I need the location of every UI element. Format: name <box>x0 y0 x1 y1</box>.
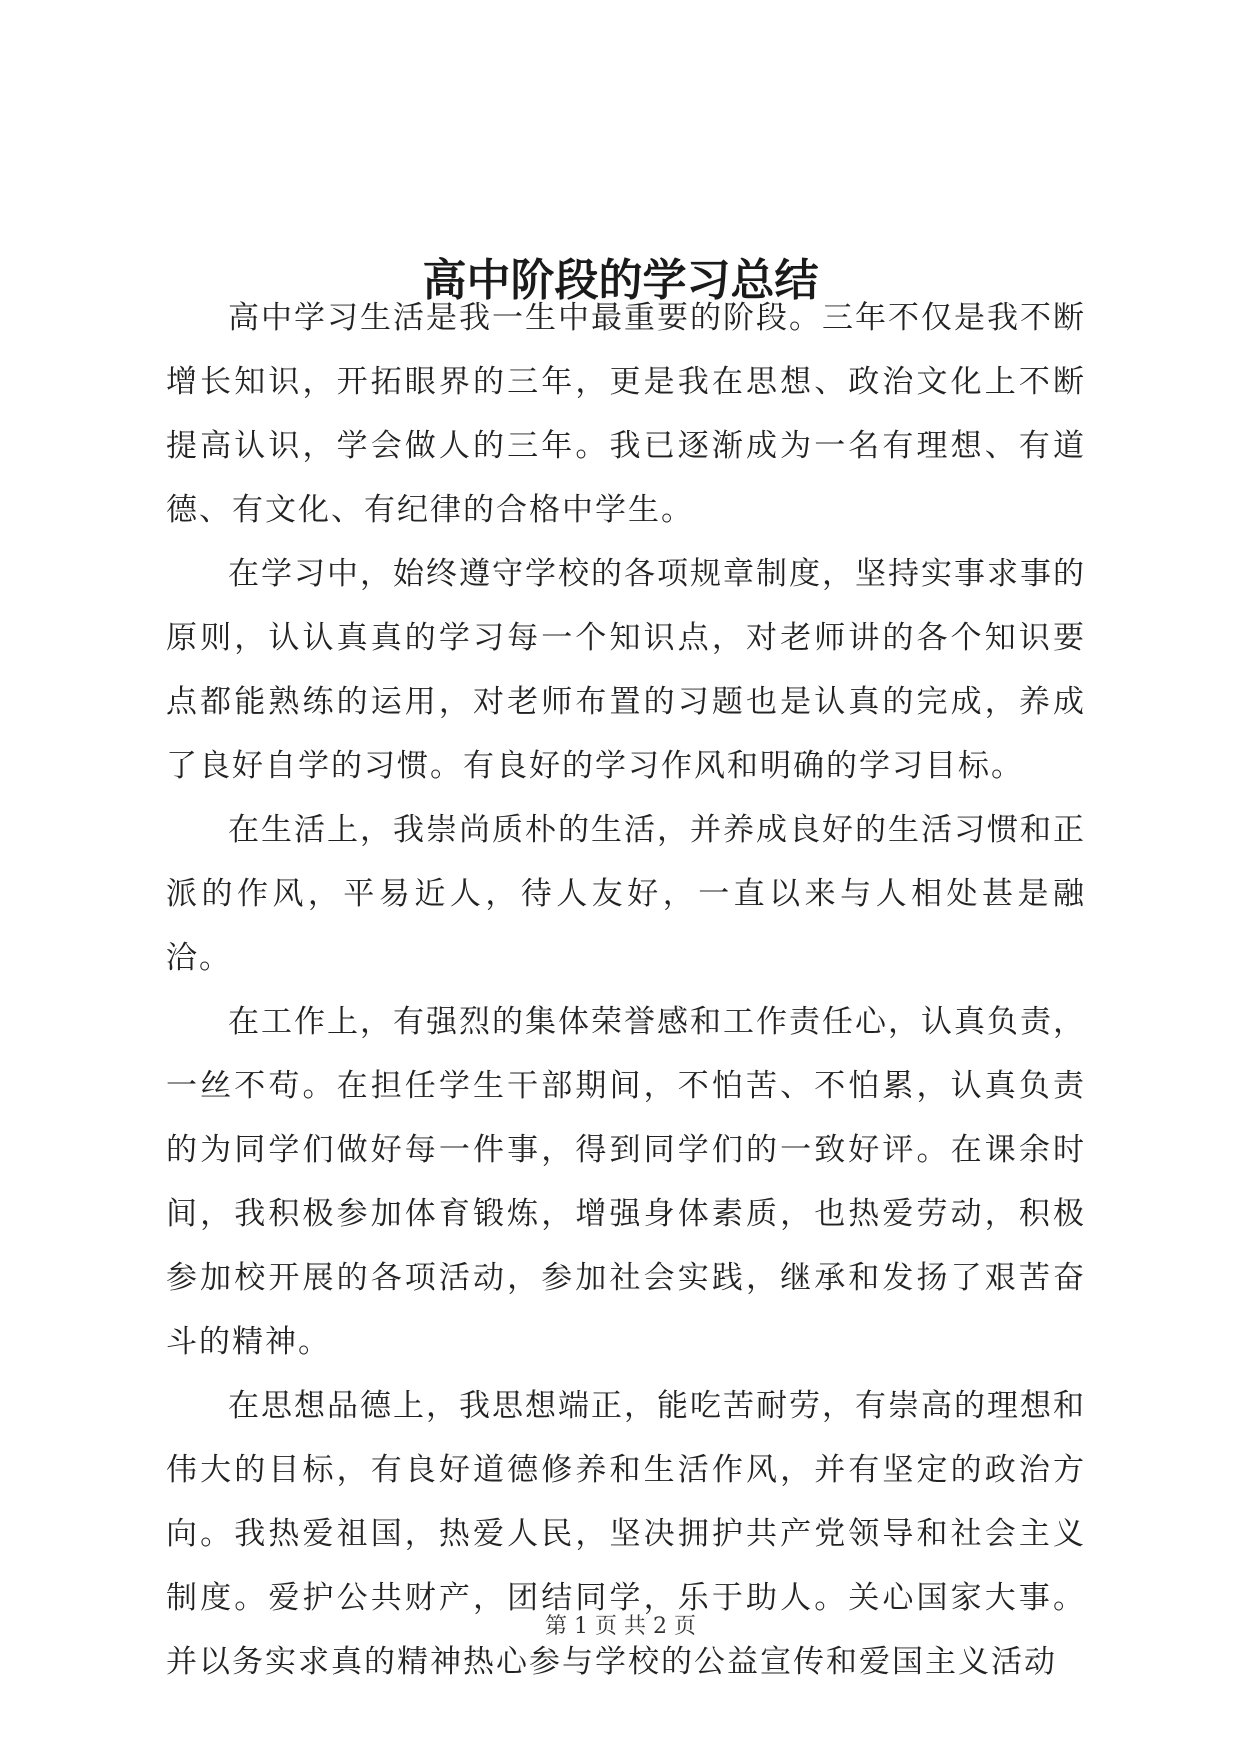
paragraph-5: 在思想品德上，我思想端正，能吃苦耐劳，有崇高的理想和伟大的目标，有良好道德修养和生活作风，并有坚定的政治方向。我热爱祖国，热爱人民，坚决拥护共产党领导和社会主义制度。爱护公共财产，团结同学，乐于助人。关心国家大事。并以务实求真的精神热心参与学校的公益宣传和爱国主义活动 <box>166 1388 1086 1680</box>
paragraph-3: 在生活上，我崇尚质朴的生活，并养成良好的生活习惯和正派的作风，平易近人，待人友好，一直以来与人相处甚是融洽。 <box>166 812 1086 976</box>
paragraph-1: 高中学习生活是我一生中最重要的阶段。三年不仅是我不断增长知识，开拓眼界的三年，更是我在思想、政治文化上不断提高认识，学会做人的三年。我已逐渐成为一名有理想、有道德、有文化、有纪律的合格中学生。 <box>166 300 1086 528</box>
page-number-footer: 第 1 页 共 2 页 <box>545 1614 696 1639</box>
page-title: 高中阶段的学习总结 <box>422 255 819 307</box>
paragraph-2: 在学习中，始终遵守学校的各项规章制度，坚持实事求事的原则，认认真真的学习每一个知识点，对老师讲的各个知识要点都能熟练的运用，对老师布置的习题也是认真的完成，养成了良好自学的习惯。有良好的学习作风和明确的学习目标。 <box>166 556 1086 784</box>
paragraph-4: 在工作上，有强烈的集体荣誉感和工作责任心，认真负责，一丝不苟。在担任学生干部期间，不怕苦、不怕累，认真负责的为同学们做好每一件事，得到同学们的一致好评。在课余时间，我积极参加体育锻炼，增强身体素质，也热爱劳动，积极参加校开展的各项活动，参加社会实践，继承和发扬了艰苦奋斗的精神。 <box>166 1004 1086 1360</box>
body-text <box>166 286 1086 1694</box>
